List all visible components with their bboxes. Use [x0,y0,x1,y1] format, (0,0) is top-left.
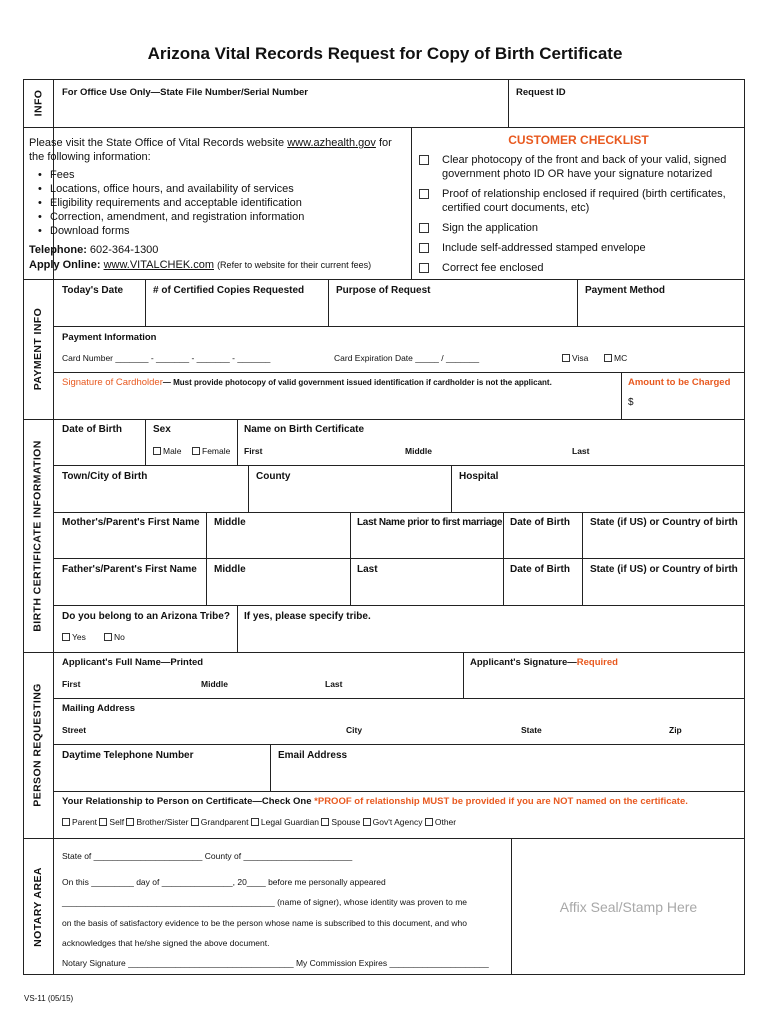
info-intro: Please visit the State Office of Vital Records website www.azhealth.gov for [29,137,392,149]
list-item: • Fees [29,168,304,182]
cell-divider [206,512,207,605]
cell-divider [577,279,578,326]
father-dob-field[interactable]: Date of Birth [510,564,570,575]
notary-acknowledge-text: acknowledges that he/she signed the above document. [62,938,270,948]
email-field[interactable]: Email Address [278,750,348,761]
male-option[interactable]: Male [153,446,181,456]
section-divider [23,127,745,128]
checkbox [604,354,612,362]
notary-signature-line[interactable]: Notary Signature ___________________________________ My Commission Expires _____________________ [62,958,489,968]
county-field[interactable]: County [256,471,291,482]
street-field[interactable]: Street [62,725,87,735]
row-divider [53,372,745,373]
checkbox [62,818,70,826]
checkbox[interactable] [419,263,429,273]
cell-divider [237,419,238,465]
notary-signer-line[interactable]: _____________________________________________ (name of signer), whose identity was proven to me [62,897,468,907]
cell-divider [237,605,238,652]
cell-divider [328,279,329,326]
section-divider [23,279,745,280]
applicant-full-name-field[interactable]: Applicant's Full Name—Printed [62,657,204,668]
card-expiration-field[interactable]: Card Expiration Date _____ / _______ [334,353,480,363]
hospital-field[interactable]: Hospital [459,471,499,482]
mailing-address-label: Mailing Address [62,703,136,714]
section-label-birth: BIRTH CERTIFICATE INFORMATION [32,439,45,632]
row-divider [53,791,745,792]
info-intro-line2: the following information: [29,151,151,163]
notary-evidence-text: on the basis of satisfactory evidence to be the person whose name is subscribed to this document, and who [62,918,467,928]
name-on-certificate-field[interactable]: Name on Birth Certificate [244,424,365,435]
list-item: • Correction, amendment, and registration information [29,210,304,224]
relationship-guardian[interactable]: Legal Guardian [251,817,319,827]
amount-charged-field[interactable]: $ [628,397,634,408]
mother-last-name-field[interactable]: Last Name prior to first marriage [357,517,503,528]
website-link[interactable]: www.azhealth.gov [287,137,376,149]
row-divider [53,698,745,699]
relationship-gov-agency[interactable]: Gov't Agency [363,817,423,827]
middle-name-sublabel: Middle [405,446,432,456]
applicant-middle-sublabel: Middle [201,679,228,689]
father-first-name-field[interactable]: Father's/Parent's First Name [62,564,197,575]
relationship-spouse[interactable]: Spouse [321,817,360,827]
telephone-line: Telephone: 602-364-1300 [29,244,159,256]
purpose-field[interactable]: Purpose of Request [336,285,431,296]
apply-online-line: Apply Online: www.VITALCHEK.com (Refer to website for their current fees) [29,259,372,271]
section-label-notary: NOTARY AREA [32,866,44,947]
request-id-field[interactable]: Request ID [516,87,566,98]
sex-label: Sex [153,424,171,435]
cell-divider [451,465,452,512]
section-divider [23,652,745,653]
arizona-tribe-question: Do you belong to an Arizona Tribe? [62,611,230,622]
checkbox [321,818,329,826]
state-field[interactable]: State [521,725,542,735]
checklist-title: CUSTOMER CHECKLIST [508,133,649,147]
tribe-specify-field[interactable]: If yes, please specify tribe. [244,611,371,622]
list-item: • Eligibility requirements and acceptable identification [29,196,304,210]
visa-option[interactable]: Visa [562,353,588,363]
relationship-self[interactable]: Self [99,817,124,827]
list-item: • Locations, office hours, and availability of services [29,182,304,196]
card-number-field[interactable]: Card Number _______ - _______ - _______ - _______ [62,353,271,363]
applicant-first-sublabel: First [62,679,81,689]
mother-dob-field[interactable]: Date of Birth [510,517,570,528]
relationship-question: Your Relationship to Person on Certificate—Check One *PROOF of relationship MUST be provided if you are NOT named on the certificate. [62,796,688,807]
payment-method-field[interactable]: Payment Method [585,285,666,296]
vitalchek-link[interactable]: www.VITALCHEK.com [103,259,214,271]
amount-charged-label: Amount to be Charged [628,377,731,388]
section-divider [23,419,745,420]
cell-divider [503,512,504,605]
checkbox [153,447,161,455]
relationship-other[interactable]: Other [425,817,456,827]
section-label-payment: PAYMENT INFO [32,307,44,391]
checkbox [562,354,570,362]
applicant-signature-field[interactable]: Applicant's Signature—Required [470,657,618,668]
relationship-sibling[interactable]: Brother/Sister [126,817,188,827]
checkbox[interactable] [419,223,429,233]
checkbox[interactable] [419,155,429,165]
mother-middle-name-field[interactable]: Middle [214,517,246,528]
father-last-name-field[interactable]: Last [357,564,378,575]
checkbox [425,818,433,826]
father-birthplace-field[interactable]: State (if US) or Country of birth [590,564,738,575]
checkbox [192,447,200,455]
checkbox [251,818,259,826]
cell-divider [145,419,146,465]
checkbox[interactable] [419,189,429,199]
cell-divider [411,127,412,279]
zip-field[interactable]: Zip [669,725,682,735]
info-bullet-list [29,168,304,238]
tribe-yes-option[interactable]: Yes [62,632,86,642]
cell-divider [582,512,583,605]
cell-divider [621,372,622,419]
checkbox [99,818,107,826]
notary-state-county[interactable]: State of _______________________ County of _______________________ [62,851,353,861]
cell-divider [270,744,271,791]
seal-stamp-area: Affix Seal/Stamp Here [559,898,698,915]
female-option[interactable]: Female [192,446,230,456]
cell-divider [508,79,509,127]
applicant-last-sublabel: Last [325,679,343,689]
first-name-sublabel: First [244,446,263,456]
todays-date-field[interactable]: Today's Date [62,285,124,296]
section-label-person: PERSON REQUESTING [32,683,45,807]
city-field[interactable]: City [346,725,363,735]
relationship-grandparent[interactable]: Grandparent [191,817,249,827]
mother-first-name-field[interactable]: Mother's/Parent's First Name [62,517,200,528]
daytime-phone-field[interactable]: Daytime Telephone Number [62,750,194,761]
relationship-parent[interactable]: Parent [62,817,97,827]
mc-option[interactable]: MC [604,353,627,363]
row-divider [53,326,745,327]
cell-divider [463,652,464,698]
tribe-no-option[interactable]: No [104,632,125,642]
checkbox [191,818,199,826]
row-divider [53,512,745,513]
list-item: • Download forms [29,224,304,238]
form-code: VS-11 (05/15) [24,994,74,1003]
cell-divider [350,512,351,605]
state-file-number-field[interactable]: For Office Use Only—State File Number/Serial Number [62,87,309,98]
page-title: Arizona Vital Records Request for Copy of Birth Certificate [147,44,623,63]
row-divider [53,605,745,606]
cell-divider [145,279,146,326]
row-divider [53,465,745,466]
checkbox[interactable] [419,243,429,253]
date-of-birth-field[interactable]: Date of Birth [62,424,122,435]
payment-information-label: Payment Information [62,332,157,343]
notary-date-line[interactable]: On this _________ day of _______________, 20____ before me personally appeared [62,877,386,887]
row-divider [53,744,745,745]
last-name-sublabel: Last [572,446,590,456]
cardholder-signature-field[interactable]: Signature of Cardholder— Must provide photocopy of valid government issued identification if cardholder is not the applicant. [62,377,552,388]
cell-divider [248,465,249,512]
town-of-birth-field[interactable]: Town/City of Birth [62,471,148,482]
checkbox [126,818,134,826]
checkbox [62,633,70,641]
father-middle-name-field[interactable]: Middle [214,564,246,575]
relationship-options [62,817,456,827]
checkbox [104,633,112,641]
mother-birthplace-field[interactable]: State (if US) or Country of birth [590,517,738,528]
section-label-info: INFO [32,89,44,117]
checkbox [363,818,371,826]
copies-requested-field[interactable]: # of Certified Copies Requested [153,285,305,296]
row-divider [53,558,745,559]
